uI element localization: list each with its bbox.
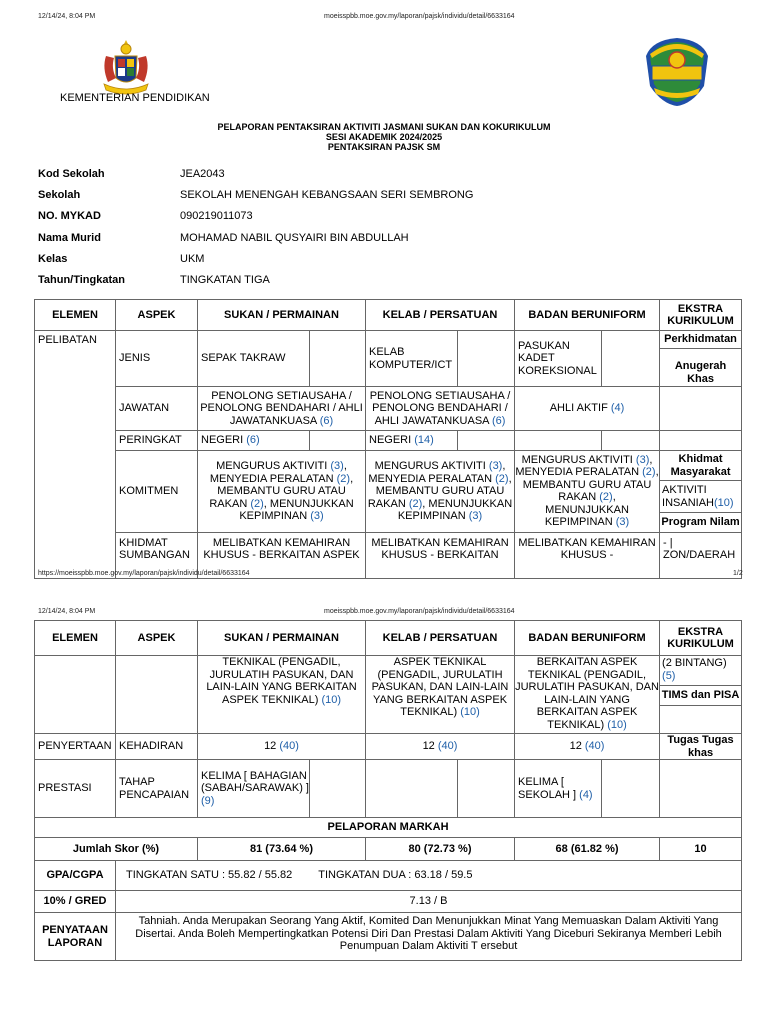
komitmen-kelab-s2: (2): [495, 472, 509, 485]
khidmat-badan-cont-text: BERKAITAN ASPEK TEKNIKAL (PENGADIL, JURULATIH PASUKAN, DAN LAIN-LAIN YANG BERKAITAN ASPEK TEKNIKAL): [515, 656, 659, 731]
col-aspek: ASPEK: [116, 621, 198, 656]
page-gap: [0, 582, 768, 600]
ministry-name: KEMENTERIAN PENDIDIKAN: [60, 92, 210, 104]
kehadiran-badan-score: (40): [584, 740, 605, 753]
khidmat-badan-cont: [515, 656, 660, 734]
komitmen-sukan-l4: MENUNJUKKAN KEPIMPINAN: [239, 497, 354, 522]
ekstra-aktiviti-text: AKTIVITI INSANIAH: [662, 484, 714, 509]
komitmen-sukan-l1: MENGURUS AKTIVITI: [216, 460, 328, 472]
ekstra-anugerah: Anugerah Khas: [674, 360, 727, 385]
table-row: [35, 431, 742, 451]
gpa-tingkatan-dua: TINGKATAN DUA : 63.18 / 59.5: [318, 869, 473, 882]
empty-cell: [310, 431, 366, 451]
table-row: [35, 913, 742, 961]
ekstra-bintang: [660, 656, 741, 686]
jawatan-sukan: [198, 387, 366, 431]
empty-cell: [602, 431, 660, 451]
aspek-komitmen: KOMITMEN: [116, 451, 198, 533]
jawatan-badan: [515, 387, 660, 431]
col-ekstra: EKSTRA KURIKULUM: [660, 621, 742, 656]
jawatan-kelab-score: (6): [491, 414, 506, 427]
komitmen-sukan-l2: MENYEDIA PERALATAN: [209, 472, 334, 485]
aspek-peringkat: PERINGKAT: [116, 431, 198, 451]
jumlah-ekstra: 10: [660, 838, 742, 861]
jenis-sukan: SEPAK TAKRAW: [198, 331, 310, 387]
jawatan-sukan-text: PENOLONG SETIAUSAHA / PENOLONG BENDAHARI / AHLI JAWATANKUASA: [200, 389, 363, 427]
gpa-tingkatan-satu: TINGKATAN SATU : 55.82 / 55.82: [126, 869, 293, 882]
gpa-values: [116, 861, 742, 891]
kehadiran-badan-text: 12: [569, 740, 582, 753]
penyataan-text: Tahniah. Anda Merupakan Seorang Yang Aktif, Komited Dan Menunjukkan Minat Yang Memuaskan Dalam Aktiviti Yang Disertai. Anda Boleh Mempertingkatkan Potensi Diri Dan Prestasi Dalam Aktiviti Yang Diceburi Sekiranya Memberi Lebih Penumpuan Dalam Aktiviti T ersebut: [116, 913, 742, 961]
col-elemen: ELEMEN: [35, 621, 116, 656]
ekstra-cell-1: [660, 331, 742, 387]
empty-cell: [310, 331, 366, 387]
table-row: [35, 818, 742, 838]
elemen-pelibatan: PELIBATAN: [35, 331, 116, 579]
prestasi-sukan-text: KELIMA [ BAHAGIAN (SABAH/SARAWAK) ]: [201, 769, 309, 795]
gred-label: 10% / GRED: [35, 891, 116, 913]
peringkat-kelab-text: NEGERI: [369, 434, 412, 447]
khidmat-kelab: MELIBATKAN KEMAHIRAN KHUSUS - BERKAITAN: [366, 532, 515, 578]
table-row: [35, 861, 742, 891]
print-url: moeisspbb.moe.gov.my/laporan/pajsk/individu/detail/6633164: [324, 13, 515, 20]
table-row: [35, 656, 742, 734]
elemen-penyertaan: PENYERTAAN: [35, 734, 116, 760]
empty-cell: [116, 656, 198, 734]
peringkat-kelab: [366, 431, 458, 451]
report-title-line-3: PENTAKSIRAN PAJSK SM: [327, 142, 441, 152]
table-header-row: [35, 300, 742, 331]
label-tingkatan: Tahun/Tingkatan: [38, 274, 125, 286]
table-row: [35, 734, 742, 760]
jumlah-label: Jumlah Skor (%): [35, 838, 198, 861]
gred-value: 7.13 / B: [116, 891, 742, 913]
ekstra-khidmat: Khidmat Masyarakat: [660, 451, 741, 481]
ekstra-bintang-score: (5): [662, 669, 676, 682]
ekstra-aktiviti-score: (10): [714, 496, 734, 509]
empty-cell: [660, 387, 742, 431]
value-kod-sekolah: JEA2043: [180, 168, 225, 180]
peringkat-sukan: [198, 431, 310, 451]
label-nama: Nama Murid: [38, 232, 101, 244]
kehadiran-sukan: [198, 734, 366, 760]
jawatan-sukan-score: (6): [319, 414, 334, 427]
ekstra-tugas: Tugas Tugas khas: [660, 734, 742, 760]
elemen-prestasi: PRESTASI: [35, 760, 116, 818]
ekstra-khidmat-top: [660, 431, 742, 451]
penyataan-label: PENYATAAN LAPORAN: [35, 913, 116, 961]
print-datetime-2: 12/14/24, 8:04 PM: [38, 608, 96, 615]
value-sekolah: SEKOLAH MENENGAH KEBANGSAAN SERI SEMBRONG: [180, 189, 474, 201]
ekstra-cell-3: [660, 656, 742, 734]
komitmen-kelab: MENGURUS AKTIVITI (3), MENYEDIA PERALATAN (2), MEMBANTU GURU ATAU RAKAN (2), MENUNJUKKAN KEPIMPINAN (3): [366, 451, 515, 533]
khidmat-kelab-score: (10): [460, 706, 480, 718]
komitmen-sukan-s2: (2): [336, 472, 351, 485]
gpa-label: GPA/CGPA: [35, 861, 116, 891]
empty-cell: [458, 331, 515, 387]
komitmen-kelab-l3: MEMBANTU GURU ATAU RAKAN: [367, 485, 505, 510]
empty-cell: [515, 431, 602, 451]
empty-cell: [602, 331, 660, 387]
col-sukan: SUKAN / PERMAINAN: [198, 621, 366, 656]
kehadiran-sukan-text: 12: [264, 740, 277, 753]
khidmat-sukan: MELIBATKAN KEMAHIRAN KHUSUS - BERKAITAN ASPEK: [198, 532, 366, 578]
col-kelab: KELAB / PERSATUAN: [366, 300, 515, 331]
label-kod-sekolah: Kod Sekolah: [38, 168, 105, 180]
ekstra-bintang-text: (2 BINTANG): [662, 657, 727, 669]
kehadiran-kelab: [366, 734, 515, 760]
aspek-jenis: JENIS: [116, 331, 198, 387]
jenis-kelab: KELAB KOMPUTER/ICT: [366, 331, 458, 387]
ekstra-zon: - | ZON/DAERAH: [660, 532, 742, 578]
jawatan-badan-text: AHLI AKTIF: [549, 402, 608, 415]
print-url-2: moeisspbb.moe.gov.my/laporan/pajsk/individu/detail/6633164: [324, 608, 515, 615]
peringkat-kelab-score: (14): [414, 434, 434, 447]
khidmat-badan: MELIBATKAN KEMAHIRAN KHUSUS -: [515, 532, 660, 578]
komitmen-badan-s4: (3): [615, 516, 630, 529]
jawatan-kelab: [366, 387, 515, 431]
komitmen-kelab-s4: (3): [468, 510, 483, 522]
aspek-tahap: TAHAP PENCAPAIAN: [116, 760, 198, 818]
jawatan-kelab-text: PENOLONG SETIAUSAHA / PENOLONG BENDAHARI / AHLI JAWATANKUASA: [369, 389, 511, 427]
khidmat-kelab-cont-text: ASPEK TEKNIKAL (PENGADIL, JURULATIH PASUKAN, DAN LAIN-LAIN YANG BERKAITAN ASPEK TEKNIKAL): [371, 656, 509, 718]
ekstra-cell-2: [660, 451, 742, 533]
table-row: [35, 760, 742, 818]
assessment-table-page-1: [34, 299, 742, 579]
komitmen-badan-l2: MENYEDIA PERALATAN: [515, 466, 640, 479]
report-title-line-1: PELAPORAN PENTAKSIRAN AKTIVITI JASMANI SUKAN DAN KOKURIKULUM: [217, 122, 551, 132]
value-kelas: UKM: [180, 253, 205, 265]
khidmat-kelab-cont: [366, 656, 515, 734]
value-mykad: 090219011073: [180, 210, 253, 222]
aspek-kehadiran: KEHADIRAN: [116, 734, 198, 760]
khidmat-sukan-cont-text: TEKNIKAL (PENGADIL, JURULATIH PASUKAN, DAN LAIN-LAIN YANG BERKAITAN ASPEK TEKNIKAL): [206, 656, 357, 706]
komitmen-sukan-l3: MEMBANTU GURU ATAU RAKAN: [209, 485, 346, 510]
col-badan: BADAN BERUNIFORM: [515, 621, 660, 656]
table-row: [35, 387, 742, 431]
table-header-row: [35, 621, 742, 656]
label-mykad: NO. MYKAD: [38, 210, 101, 222]
prestasi-sukan-score: (9): [201, 794, 215, 807]
markah-heading: PELAPORAN MARKAH: [35, 818, 742, 838]
kehadiran-badan: [515, 734, 660, 760]
khidmat-sukan-cont: [198, 656, 366, 734]
empty-cell: [458, 431, 515, 451]
empty-cell: [458, 760, 515, 818]
prestasi-badan-score: (4): [579, 788, 593, 801]
komitmen-badan-s2: (2): [642, 466, 656, 479]
ekstra-perkhidmatan: Perkhidmatan: [660, 331, 741, 349]
report-title: [0, 122, 768, 152]
col-sukan: SUKAN / PERMAINAN: [198, 300, 366, 331]
komitmen-kelab-s1: (3): [488, 460, 503, 472]
page-number: 1/2: [733, 570, 743, 577]
jumlah-badan: 68 (61.82 %): [515, 838, 660, 861]
komitmen-badan-s3: (2): [599, 491, 613, 504]
ekstra-aktiviti: [660, 481, 741, 513]
ekstra-program: Program Nilam: [661, 516, 740, 528]
assessment-table-page-2: [34, 620, 742, 961]
komitmen-kelab-l4: MENUNJUKKAN KEPIMPINAN: [397, 497, 513, 522]
empty-cell: [35, 656, 116, 734]
khidmat-badan-score: (10): [607, 718, 627, 731]
label-sekolah: Sekolah: [38, 189, 81, 201]
prestasi-sukan: [198, 760, 310, 818]
report-title-line-2: SESI AKADEMIK 2024/2025: [325, 132, 443, 142]
jumlah-kelab: 80 (72.73 %): [366, 838, 515, 861]
kehadiran-kelab-score: (40): [437, 740, 458, 753]
komitmen-sukan-s1: (3): [330, 460, 344, 472]
table-row: [35, 838, 742, 861]
school-crest-icon: [642, 36, 712, 108]
empty-cell: [660, 760, 742, 818]
col-ekstra: EKSTRA KURIKULUM: [660, 300, 742, 331]
komitmen-kelab-l2: MENYEDIA PERALATAN: [368, 472, 493, 485]
col-badan: BADAN BERUNIFORM: [515, 300, 660, 331]
kehadiran-sukan-score: (40): [279, 740, 299, 753]
khidmat-sukan-score: (10): [321, 693, 341, 706]
value-tingkatan: TINGKATAN TIGA: [180, 274, 270, 286]
komitmen-sukan: MENGURUS AKTIVITI (3), MENYEDIA PERALATAN (2), MEMBANTU GURU ATAU RAKAN (2), MENUNJUKKAN KEPIMPINAN (3): [198, 451, 366, 533]
peringkat-sukan-text: NEGERI: [201, 434, 244, 447]
aspek-khidmat: KHIDMAT SUMBANGAN: [116, 532, 198, 578]
table-row: [35, 331, 742, 387]
ekstra-blank: [660, 706, 741, 718]
jumlah-sukan: 81 (73.64 %): [198, 838, 366, 861]
peringkat-sukan-score: (6): [246, 434, 260, 447]
report-page-2: [0, 600, 768, 1024]
empty-cell: [310, 760, 366, 818]
aspek-jawatan: JAWATAN: [116, 387, 198, 431]
kehadiran-kelab-text: 12: [422, 740, 435, 753]
prestasi-badan: [515, 760, 602, 818]
jenis-badan: PASUKAN KADET KOREKSIONAL: [515, 331, 602, 387]
col-aspek: ASPEK: [116, 300, 198, 331]
print-datetime: 12/14/24, 8:04 PM: [38, 13, 96, 20]
footer-url: https://moeisspbb.moe.gov.my/laporan/pajsk/individu/detail/6633164: [38, 570, 250, 577]
empty-cell: [602, 760, 660, 818]
malaysia-coat-of-arms-icon: [98, 38, 154, 96]
jawatan-badan-score: (4): [610, 402, 625, 415]
komitmen-badan-l1: MENGURUS AKTIVITI: [521, 453, 633, 466]
komitmen-sukan-s4: (3): [310, 510, 324, 522]
col-elemen: ELEMEN: [35, 300, 116, 331]
col-kelab: KELAB / PERSATUAN: [366, 621, 515, 656]
table-row: [35, 451, 742, 533]
table-row: [35, 891, 742, 913]
komitmen-badan-l4: MENUNJUKKAN KEPIMPINAN: [544, 503, 629, 529]
value-nama: MOHAMAD NABIL QUSYAIRI BIN ABDULLAH: [180, 232, 409, 244]
komitmen-kelab-l1: MENGURUS AKTIVITI: [374, 460, 486, 472]
komitmen-kelab-s3: (2): [408, 497, 423, 510]
ekstra-tims: TIMS dan PISA: [660, 686, 741, 706]
komitmen-sukan-s3: (2): [250, 497, 264, 510]
empty-cell: [366, 760, 458, 818]
label-kelas: Kelas: [38, 253, 68, 265]
komitmen-badan-s1: (3): [635, 453, 650, 466]
prestasi-badan-text: KELIMA [ SEKOLAH ]: [518, 776, 577, 801]
komitmen-badan: MENGURUS AKTIVITI (3), MENYEDIA PERALATAN (2), MEMBANTU GURU ATAU RAKAN (2), MENUNJUKKAN KEPIMPINAN (3): [515, 451, 660, 533]
komitmen-badan-l3: MEMBANTU GURU ATAU RAKAN: [522, 478, 652, 504]
